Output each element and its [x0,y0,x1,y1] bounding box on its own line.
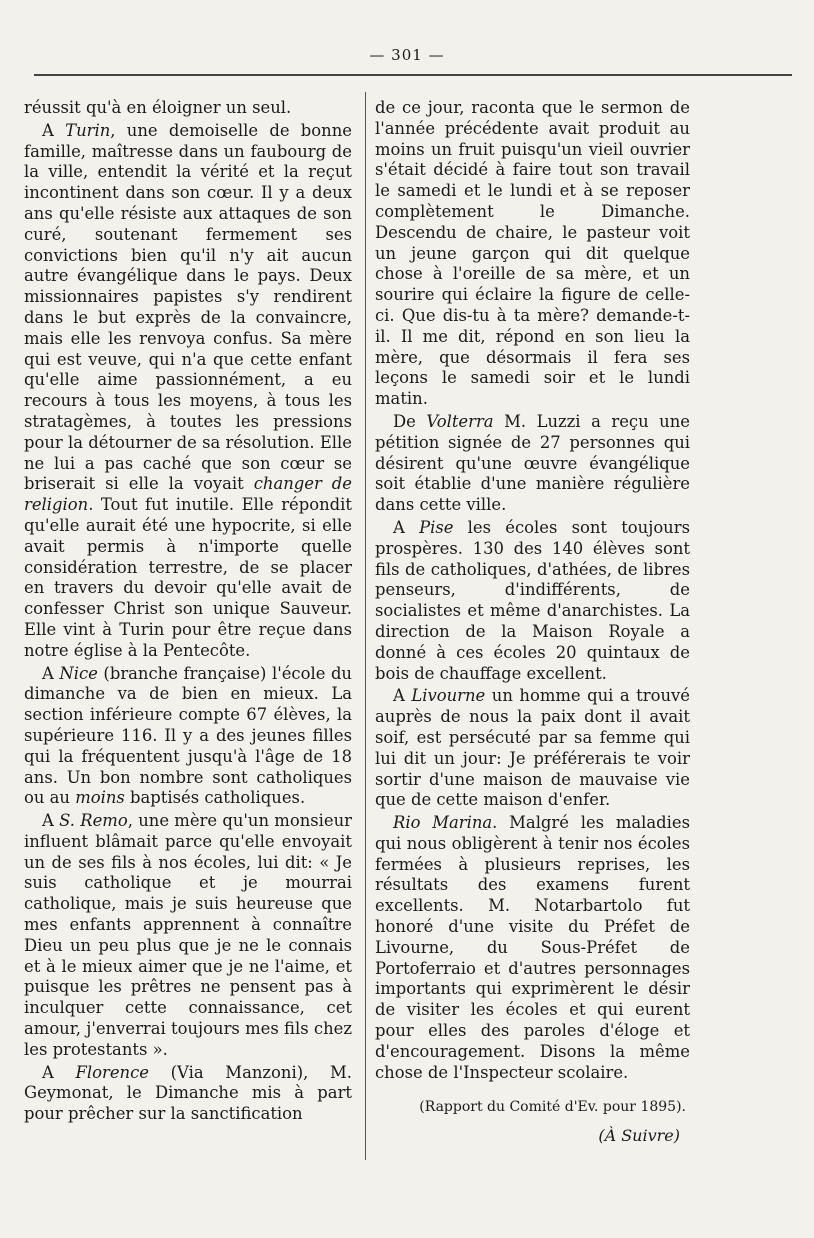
text-run: (Via Manzoni), M. Geymonat, le Dimanche mis à part pour prêcher sur la sanctification [24,1062,352,1124]
text-run: . Malgré les maladies qui nous obligèrent à tenir nos écoles fermées à plusieurs reprises, les résultats des examens furent excellents. M. Notarbartolo fut honoré d'une visite du Préfet de Livourne, du Sous-Préfet de Portoferraio et d'autres personnages importants qui exprimèrent le désir de visiter les écoles et qui eurent pour elles des paroles d'éloge et d'encouragement. Disons la même chose de l'Inspecteur scolaire. [375,813,690,1082]
source-note: (Rapport du Comité d'Ev. pour 1895). [419,1099,686,1116]
text-run: , une mère qu'un monsieur influent blâmait parce qu'elle envoyait un de ses fils à nos écoles, lui dit: « Je suis catholique et je mourrai catholique, mais je suis heureuse que mes enfants apprennent à connaître Dieu un peu plus que je ne le connais et à le mieux aimer que je ne l'aime, et puisque les prêtres ne pensent pas à inculquer cette connaissance, cet amour, j'enverrai toujours mes fils chez les protestants ». [24,811,352,1059]
text-run: A [42,1062,76,1082]
page-number: — 301 — [369,46,445,64]
text-run: M. Luzzi a reçu une pétition signée de 27 personnes qui désirent qu'une œuvre évangélique soit établie d'une manière régulière dans cette ville. [375,411,690,515]
italic-name: Pise [419,517,454,537]
continuation-note: (À Suivre) [598,1126,680,1146]
text-run: A [393,686,412,706]
text-run: A [393,517,420,537]
text-run: baptisés catholiques. [124,788,306,808]
text-run: De [393,411,427,431]
text-run: (branche française) l'école du dimanche va de bien en mieux. La section inférieure compte 67 élèves, la supérieure 116. Il y a des jeunes filles qui la fréquentent jusqu'à l'âge de 18 ans. Un bon nombre sont catholiques ou au [24,663,352,808]
paragraph [375,686,690,811]
italic-name: Turin [65,120,111,140]
paragraph [375,412,690,516]
paragraph [24,664,352,810]
paragraph [375,813,690,1083]
header-rule [34,74,792,76]
text-run: les écoles sont toujours prospères. 130 des 140 élèves sont fils de catholiques, d'athées, de libres penseurs, d'indifférents, de socialistes et même d'anarchistes. La direction de la Maison Royale a donné à ces écoles 20 quintaux de bois de chauffage excellent. [375,517,690,683]
paragraph: réussit qu'à en éloigner un seul. [24,98,292,117]
paragraph [24,1063,352,1125]
left-column [24,98,352,1125]
paragraph [24,121,352,662]
paragraph [375,518,690,684]
column-divider [365,92,366,1160]
italic-name: Livourne [411,686,486,706]
italic-name: Florence [75,1062,149,1082]
text-run: un homme qui a trouvé auprès de nous la paix dont il avait soif, est persécuté par sa femme qui lui dit un jour: Je préférerais te voir sortir d'une maison de mauvaise vie que de cette maison d'enfer. [375,686,690,810]
text-run: A [42,663,60,683]
italic-name: changer de religion [24,474,352,515]
italic-name: Nice [59,663,98,683]
italic-name: S. Remo [59,811,128,831]
italic-name: moins [75,788,125,808]
paragraph: de ce jour, raconta que le sermon de l'année précédente avait produit au moins un fruit puisqu'un vieil ouvrier s'était décidé à faire tout son travail le samedi et le lundi et à se reposer complètement le Dimanche. Descendu de chaire, le pasteur voit un jeune garçon qui dit quelque chose à l'oreille de sa mère, et un sourire qui éclaire la figure de celle-ci. Que dis-tu à ta mère? demande-t-il. Il me dit, répond en son lieu la mère, que désormais il fera ses leçons le samedi soir et le lundi matin. [375,98,690,409]
text-run: . Tout fut inutile. Elle répondit qu'elle aurait été une hypocrite, si elle avait permis à n'importe quelle considération terrestre, de se placer en travers du devoir qu'elle avait de confesser Christ son unique Sauveur. Elle vint à Turin pour être reçue dans notre église à la Pentecôte. [24,495,352,660]
text-run: A [42,120,66,140]
italic-name: Volterra [426,411,494,431]
italic-name: Rio Marina [393,813,493,833]
text-run: , une demoiselle de bonne famille, maîtresse dans un faubourg de la ville, entendit la vérité et la reçut incontinent dans son cœur. Il y a deux ans qu'elle résiste aux attaques de son curé, soutenant fermement ses convictions bien qu'il n'y ait aucun autre évangélique dans le pays. Deux missionnaires papistes s'y rendirent dans le but exprès de la convaincre, mais elle les renvoya confus. Sa mère qui est veuve, qui n'a que cette enfant qu'elle aime passionnément, a eu recours à tous les moyens, à tous les stratagèmes, à toutes les pressions pour la détourner de sa résolution. Elle ne lui a pas caché que son cœur se briserait si elle la voyait [24,120,352,494]
text-run: A [42,811,60,831]
right-column [375,98,690,1083]
paragraph [24,811,352,1061]
right-column-wrapper [375,98,690,1147]
